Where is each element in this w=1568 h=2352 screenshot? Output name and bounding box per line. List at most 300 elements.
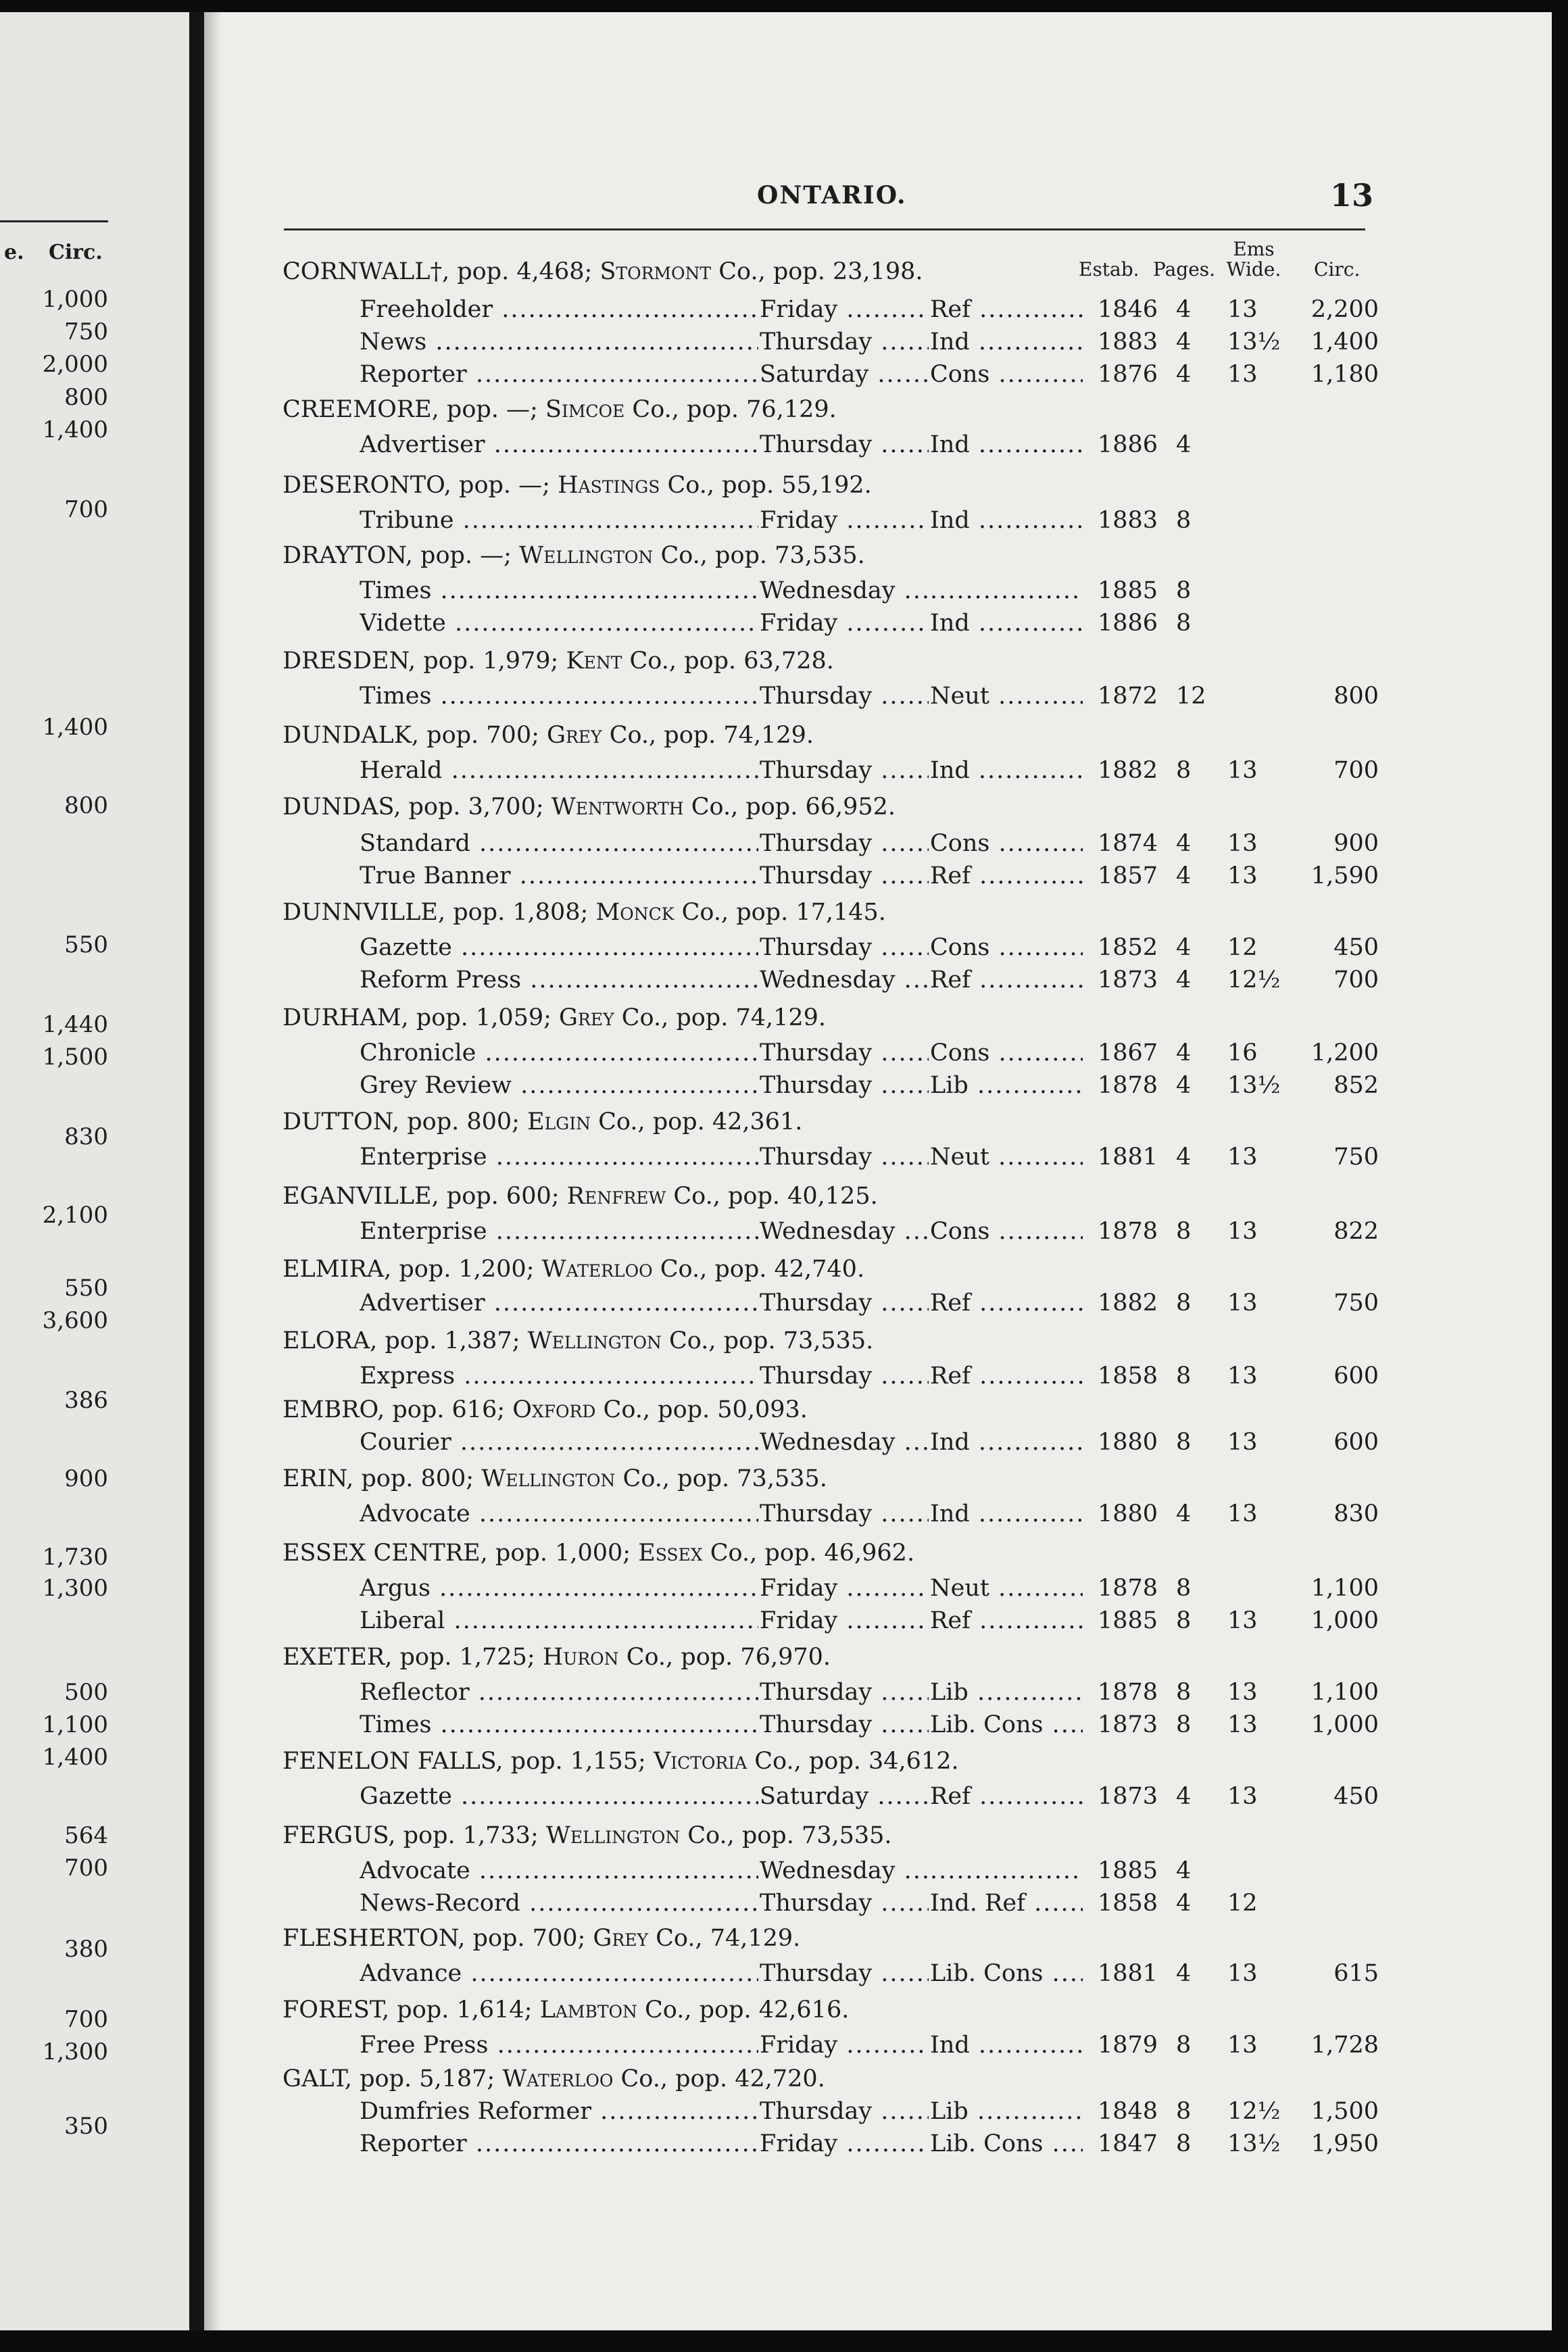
town-heading (283, 1924, 800, 1953)
publication-name: Reporter ..... (360, 360, 758, 389)
publication-ems: 13 (1227, 1290, 1258, 1317)
publication-day: Wednesday ..... (760, 576, 929, 606)
publication-name: Reflector ..... (360, 1677, 758, 1707)
publication-circ: 1,728 (1310, 2032, 1379, 2059)
county-name: Waterloo (541, 1256, 653, 1283)
left-circ-value: 1,400 (42, 1744, 108, 1771)
left-column-header-circ: Circ. (49, 241, 103, 264)
county-pop: Co., pop. 73,535. (661, 1327, 874, 1354)
header-rule (284, 228, 1365, 230)
publication-circ: 1,000 (1310, 1711, 1379, 1738)
town-heading (283, 721, 814, 750)
left-circ-value: 1,400 (42, 714, 108, 741)
publication-circ: 750 (1333, 1290, 1379, 1317)
county-pop: Co., pop. 63,728. (622, 647, 834, 675)
publication-day: Thursday ..... (760, 1142, 929, 1172)
publication-name: Chronicle ..... (360, 1038, 758, 1068)
publication-name: Advertiser ..... (360, 430, 758, 460)
publication-name: Freeholder ..... (360, 295, 758, 324)
publication-name: Times ..... (360, 681, 758, 711)
publication-ems: 13 (1227, 1960, 1258, 1987)
publication-pages: 8 (1176, 507, 1192, 534)
publication-day: Thursday ..... (760, 1710, 929, 1740)
county-pop: Co., pop. 34,612. (747, 1748, 959, 1775)
publication-estab: 1881 (1098, 1144, 1158, 1171)
publication-pages: 4 (1176, 328, 1192, 356)
publication-day: Thursday ..... (760, 829, 929, 858)
publication-pages: 8 (1176, 577, 1192, 604)
left-circ-value: 550 (64, 1275, 108, 1302)
town-heading (283, 1539, 914, 1567)
publication-estab: 1852 (1098, 934, 1158, 961)
publication-estab: 1872 (1098, 683, 1158, 710)
column-header-pages: Pages. (1153, 258, 1216, 280)
publication-day: Friday ..... (760, 1573, 929, 1603)
publication-ems: 13 (1227, 830, 1258, 857)
publication-pages: 4 (1176, 1144, 1192, 1171)
county-name: Grey (593, 1925, 648, 1952)
publication-politics: Cons ..... (930, 829, 1083, 858)
publication-name: Argus ..... (360, 1573, 758, 1603)
publication-day: Thursday ..... (760, 327, 929, 357)
town-name-pop: ERIN, pop. 800; (283, 1465, 482, 1492)
publication-estab: 1880 (1098, 1429, 1158, 1456)
publication-pages: 4 (1176, 1890, 1192, 1917)
publication-pages: 8 (1176, 1607, 1192, 1634)
county-pop: Co., 74,129. (647, 1925, 801, 1952)
publication-estab: 1867 (1098, 1039, 1158, 1067)
county-pop: Co., pop. 50,093. (595, 1396, 808, 1423)
publication-ems: 13 (1227, 2032, 1258, 2059)
publication-politics: Lib. Cons ..... (930, 1710, 1083, 1740)
publication-ems: 13 (1227, 1679, 1258, 1706)
publication-day: Friday ..... (760, 2030, 929, 2060)
town-name-pop: FOREST, pop. 1,614; (283, 1996, 540, 2024)
town-name-pop: DRAYTON, pop. —; (283, 542, 520, 569)
publication-estab: 1885 (1098, 577, 1158, 604)
left-circ-value: 380 (64, 1936, 108, 1963)
county-pop: Co., pop. 73,535. (653, 542, 865, 569)
publication-circ: 822 (1333, 1218, 1379, 1245)
town-name-pop: FENELON FALLS, pop. 1,155; (283, 1748, 654, 1775)
publication-estab: 1878 (1098, 1072, 1158, 1099)
publication-estab: 1857 (1098, 862, 1158, 889)
publication-circ: 2,200 (1310, 296, 1379, 323)
publication-circ: 900 (1333, 830, 1379, 857)
town-name-pop: EMBRO, pop. 616; (283, 1396, 513, 1423)
publication-name: Herald ..... (360, 756, 758, 785)
publication-estab: 1883 (1098, 328, 1158, 356)
publication-estab: 1886 (1098, 431, 1158, 458)
publication-circ: 852 (1333, 1072, 1379, 1099)
town-name-pop: DUNDALK, pop. 700; (283, 722, 547, 749)
adjacent-page-fragment (0, 12, 189, 2330)
publication-day: Thursday ..... (760, 1959, 929, 1988)
publication-day: Friday ..... (760, 2129, 929, 2159)
publication-circ: 600 (1333, 1429, 1379, 1456)
publication-politics: Neut ..... (930, 681, 1083, 711)
town-name-pop: CORNWALL†, pop. 4,468; (283, 258, 600, 285)
publication-circ: 615 (1333, 1960, 1379, 1987)
publication-pages: 4 (1176, 1857, 1192, 1884)
publication-pages: 8 (1176, 610, 1192, 637)
left-column-rule (0, 220, 108, 222)
town-heading (283, 1182, 878, 1210)
publication-day: Thursday ..... (760, 933, 929, 962)
publication-name: Liberal ..... (360, 1606, 758, 1636)
publication-politics: Ind ..... (930, 327, 1083, 357)
publication-estab: 1879 (1098, 2032, 1158, 2059)
page-title: ONTARIO. (757, 181, 907, 210)
town-heading (283, 541, 865, 570)
county-pop: Co., pop. 74,129. (602, 722, 814, 749)
publication-pages: 4 (1176, 966, 1192, 994)
publication-politics: Lib. Cons ..... (930, 2129, 1083, 2159)
publication-pages: 4 (1176, 1072, 1192, 1099)
publication-estab: 1847 (1098, 2130, 1158, 2157)
publication-ems: 13 (1227, 757, 1258, 784)
publication-estab: 1878 (1098, 1575, 1158, 1602)
publication-circ: 700 (1333, 757, 1379, 784)
publication-politics: Ref ..... (930, 295, 1083, 324)
left-circ-value: 700 (64, 2006, 108, 2033)
town-name-pop: DESERONTO, pop. —; (283, 472, 558, 499)
town-heading (283, 793, 896, 821)
publication-day: Thursday ..... (760, 681, 929, 711)
publication-politics: Ind ..... (930, 608, 1083, 638)
publication-ems: 13 (1227, 1607, 1258, 1634)
county-name: Wellington (481, 1465, 616, 1492)
left-circ-value: 1,300 (42, 1575, 108, 1602)
county-name: Wellington (527, 1327, 662, 1354)
publication-politics: Ind ..... (930, 1427, 1083, 1457)
publication-day: Friday ..... (760, 295, 929, 324)
publication-estab: 1873 (1098, 1783, 1158, 1810)
publication-pages: 8 (1176, 1363, 1192, 1390)
publication-politics (930, 576, 1083, 606)
left-circ-value: 800 (64, 792, 108, 819)
publication-estab: 1858 (1098, 1363, 1158, 1390)
town-name-pop: DURHAM, pop. 1,059; (283, 1004, 560, 1031)
publication-pages: 4 (1176, 862, 1192, 889)
county-pop: Co., pop. 55,192. (660, 472, 872, 499)
publication-pages: 4 (1176, 934, 1192, 961)
publication-day: Thursday ..... (760, 1499, 929, 1529)
publication-politics: Ref ..... (930, 965, 1083, 995)
left-circ-value: 800 (64, 384, 108, 411)
publication-day: Thursday ..... (760, 756, 929, 785)
publication-name: Advocate ..... (360, 1499, 758, 1529)
publication-ems: 13 (1227, 1363, 1258, 1390)
publication-pages: 4 (1176, 1960, 1192, 1987)
publication-name: Gazette ..... (360, 933, 758, 962)
town-heading (283, 395, 837, 424)
publication-politics: Cons ..... (930, 1038, 1083, 1068)
publication-estab: 1880 (1098, 1500, 1158, 1527)
publication-day: Thursday ..... (760, 1677, 929, 1707)
town-name-pop: FLESHERTON, pop. 700; (283, 1925, 593, 1952)
publication-pages: 4 (1176, 431, 1192, 458)
publication-ems: 13 (1227, 361, 1258, 388)
gutter-shadow (204, 12, 222, 2330)
town-heading (283, 1465, 827, 1493)
publication-pages: 8 (1176, 1711, 1192, 1738)
publication-name: Gazette ..... (360, 1782, 758, 1811)
town-heading (283, 1396, 808, 1424)
publication-politics: Lib ..... (930, 2097, 1083, 2126)
publication-ems: 13 (1227, 1218, 1258, 1245)
town-heading (283, 1004, 826, 1032)
publication-pages: 8 (1176, 1218, 1192, 1245)
county-pop: Co., pop. 42,361. (590, 1108, 803, 1135)
publication-name: News-Record ..... (360, 1888, 758, 1918)
publication-ems: 12½ (1227, 2098, 1281, 2125)
publication-estab: 1882 (1098, 757, 1158, 784)
county-name: Oxford (512, 1396, 596, 1423)
publication-ems: 13 (1227, 1144, 1258, 1171)
publication-pages: 12 (1176, 683, 1206, 710)
left-circ-value: 1,000 (42, 286, 108, 313)
left-circ-value: 3,600 (42, 1307, 108, 1334)
publication-estab: 1885 (1098, 1607, 1158, 1634)
publication-circ: 800 (1333, 683, 1379, 710)
publication-circ: 1,590 (1310, 862, 1379, 889)
publication-estab: 1873 (1098, 1711, 1158, 1738)
publication-circ: 1,100 (1310, 1575, 1379, 1602)
publication-pages: 8 (1176, 1679, 1192, 1706)
town-name-pop: EXETER, pop. 1,725; (283, 1644, 543, 1671)
publication-pages: 4 (1176, 296, 1192, 323)
left-circ-value: 2,100 (42, 1202, 108, 1229)
county-pop: Co., pop. 74,129. (614, 1004, 827, 1031)
left-circ-value: 500 (64, 1679, 108, 1706)
town-name-pop: GALT, pop. 5,187; (283, 2065, 503, 2092)
left-circ-value: 830 (64, 1123, 108, 1150)
publication-ems: 13 (1227, 862, 1258, 889)
left-circ-value: 550 (64, 931, 108, 958)
column-header-estab: Estab. (1079, 258, 1140, 280)
county-name: Essex (638, 1540, 703, 1567)
town-name-pop: FERGUS, pop. 1,733; (283, 1822, 546, 1849)
publication-estab: 1846 (1098, 296, 1158, 323)
left-circ-value: 1,300 (42, 2038, 108, 2065)
left-circ-value: 564 (64, 1822, 108, 1849)
publication-politics: Ref ..... (930, 861, 1083, 891)
column-header-circ: Circ. (1314, 258, 1361, 280)
county-pop: Co., pop. 42,720. (613, 2065, 825, 2092)
publication-ems: 13 (1227, 1783, 1258, 1810)
column-header-ems (1223, 239, 1284, 280)
town-heading (283, 258, 923, 286)
town-heading (283, 1996, 849, 2024)
county-name: Wellington (545, 1822, 681, 1849)
left-circ-value: 750 (64, 318, 108, 345)
publication-day: Wednesday ..... (760, 965, 929, 995)
county-pop: Co., pop. 23,198. (711, 258, 923, 285)
publication-day: Friday ..... (760, 608, 929, 638)
publication-circ: 830 (1333, 1500, 1379, 1527)
publication-estab: 1878 (1098, 1679, 1158, 1706)
county-name: Huron (542, 1644, 619, 1671)
county-name: Waterloo (502, 2065, 614, 2092)
publication-circ: 1,950 (1310, 2130, 1379, 2157)
publication-circ: 600 (1333, 1363, 1379, 1390)
publication-circ: 750 (1333, 1144, 1379, 1171)
publication-politics: Ind ..... (930, 506, 1083, 535)
town-name-pop: DUTTON, pop. 800; (283, 1108, 528, 1135)
left-circ-value: 700 (64, 496, 108, 523)
publication-day: Thursday ..... (760, 1288, 929, 1318)
county-pop: Co., pop. 40,125. (666, 1183, 878, 1210)
town-heading (283, 898, 886, 927)
publication-day: Thursday ..... (760, 430, 929, 460)
publication-circ: 450 (1333, 1783, 1379, 1810)
county-name: Wellington (519, 542, 654, 569)
county-name: Wentworth (551, 793, 684, 820)
publication-name: Advertiser ..... (360, 1288, 758, 1318)
publication-politics: Lib ..... (930, 1677, 1083, 1707)
publication-day: Wednesday ..... (760, 1217, 929, 1246)
publication-circ: 1,500 (1310, 2098, 1379, 2125)
publication-ems: 12½ (1227, 966, 1281, 994)
town-name-pop: ELORA, pop. 1,387; (283, 1327, 528, 1354)
publication-politics: Cons ..... (930, 1217, 1083, 1246)
publication-day: Thursday ..... (760, 1038, 929, 1068)
publication-name: Free Press ..... (360, 2030, 758, 2060)
town-name-pop: DUNNVILLE, pop. 1,808; (283, 899, 596, 926)
publication-name: News ..... (360, 327, 758, 357)
town-heading (283, 1327, 873, 1355)
county-pop: Co., pop. 73,535. (615, 1465, 827, 1492)
publication-day: Wednesday ..... (760, 1856, 929, 1886)
publication-day: Thursday ..... (760, 1888, 929, 1918)
county-pop: Co., pop. 17,145. (674, 899, 886, 926)
left-circ-value: 2,000 (42, 351, 108, 378)
left-circ-value: 386 (64, 1387, 108, 1414)
county-pop: Co., pop. 76,129. (624, 396, 837, 423)
publication-circ: 1,000 (1310, 1607, 1379, 1634)
town-name-pop: ELMIRA, pop. 1,200; (283, 1256, 542, 1283)
publication-name: Reporter ..... (360, 2129, 758, 2159)
publication-pages: 4 (1176, 1500, 1192, 1527)
publication-circ: 1,200 (1310, 1039, 1379, 1067)
left-circ-value: 700 (64, 1855, 108, 1882)
publication-politics: Ind ..... (930, 2030, 1083, 2060)
publication-estab: 1876 (1098, 361, 1158, 388)
town-name-pop: CREEMORE, pop. —; (283, 396, 545, 423)
publication-estab: 1883 (1098, 507, 1158, 534)
publication-ems: 13½ (1227, 1072, 1281, 1099)
publication-pages: 4 (1176, 361, 1192, 388)
publication-estab: 1881 (1098, 1960, 1158, 1987)
publication-name: Advance ..... (360, 1959, 758, 1988)
publication-name: Enterprise ..... (360, 1217, 758, 1246)
town-heading (283, 1821, 892, 1850)
county-pop: Co., pop. 42,740. (652, 1256, 865, 1283)
publication-ems: 13 (1227, 296, 1258, 323)
publication-day: Friday ..... (760, 506, 929, 535)
publication-politics (930, 1856, 1083, 1886)
column-header-ems-line1: Ems (1233, 238, 1275, 260)
publication-day: Saturday ..... (760, 360, 929, 389)
publication-name: Dumfries Reformer ..... (360, 2097, 758, 2126)
publication-politics: Ref ..... (930, 1361, 1083, 1391)
town-heading (283, 647, 834, 675)
publication-pages: 8 (1176, 757, 1192, 784)
publication-ems: 13 (1227, 1500, 1258, 1527)
publication-circ: 450 (1333, 934, 1379, 961)
publication-day: Thursday ..... (760, 1361, 929, 1391)
publication-ems: 12 (1227, 934, 1258, 961)
publication-estab: 1882 (1098, 1290, 1158, 1317)
town-heading (283, 471, 872, 499)
left-circ-value: 900 (64, 1465, 108, 1492)
publication-pages: 8 (1176, 2130, 1192, 2157)
publication-estab: 1858 (1098, 1890, 1158, 1917)
publication-estab: 1848 (1098, 2098, 1158, 2125)
publication-estab: 1873 (1098, 966, 1158, 994)
publication-name: Express ..... (360, 1361, 758, 1391)
publication-politics: Ind ..... (930, 430, 1083, 460)
county-pop: Co., pop. 46,962. (702, 1540, 915, 1567)
county-name: Grey (559, 1004, 614, 1031)
publication-name: True Banner ..... (360, 861, 758, 891)
left-circ-value: 1,400 (42, 416, 108, 443)
county-pop: Co., pop. 42,616. (637, 1996, 850, 2024)
publication-name: Advocate ..... (360, 1856, 758, 1886)
binding-gutter (189, 12, 204, 2330)
publication-pages: 4 (1176, 1039, 1192, 1067)
publication-pages: 4 (1176, 830, 1192, 857)
county-name: Lambton (539, 1996, 637, 2024)
publication-pages: 8 (1176, 2098, 1192, 2125)
publication-politics: Neut ..... (930, 1142, 1083, 1172)
left-column-header-prefix: e. (4, 241, 24, 264)
town-heading (283, 1108, 802, 1136)
publication-politics: Ref ..... (930, 1288, 1083, 1318)
column-header-ems-line2: Wide. (1226, 258, 1281, 280)
publication-ems: 13½ (1227, 2130, 1281, 2157)
publication-pages: 8 (1176, 1575, 1192, 1602)
publication-estab: 1886 (1098, 610, 1158, 637)
county-name: Elgin (527, 1108, 591, 1135)
publication-estab: 1878 (1098, 1218, 1158, 1245)
publication-circ: 1,180 (1310, 361, 1379, 388)
publication-politics: Ind. Ref ..... (930, 1888, 1083, 1918)
publication-name: Courier ..... (360, 1427, 758, 1457)
publication-name: Tribune ..... (360, 506, 758, 535)
county-name: Victoria (653, 1748, 748, 1775)
publication-politics: Ref ..... (930, 1606, 1083, 1636)
publication-pages: 4 (1176, 1783, 1192, 1810)
publication-name: Vidette ..... (360, 608, 758, 638)
publication-politics: Lib. Cons ..... (930, 1959, 1083, 1988)
county-pop: Co., pop. 66,952. (683, 793, 896, 820)
publication-ems: 13 (1227, 1711, 1258, 1738)
publication-politics: Ind ..... (930, 756, 1083, 785)
publication-day: Thursday ..... (760, 1071, 929, 1100)
publication-estab: 1885 (1098, 1857, 1158, 1884)
publication-day: Thursday ..... (760, 2097, 929, 2126)
county-name: Grey (547, 722, 602, 749)
publication-name: Grey Review ..... (360, 1071, 758, 1100)
publication-politics: Cons ..... (930, 360, 1083, 389)
page-number: 13 (1330, 177, 1374, 214)
publication-estab: 1874 (1098, 830, 1158, 857)
publication-circ: 1,100 (1310, 1679, 1379, 1706)
publication-politics: Cons ..... (930, 933, 1083, 962)
publication-name: Times ..... (360, 1710, 758, 1740)
